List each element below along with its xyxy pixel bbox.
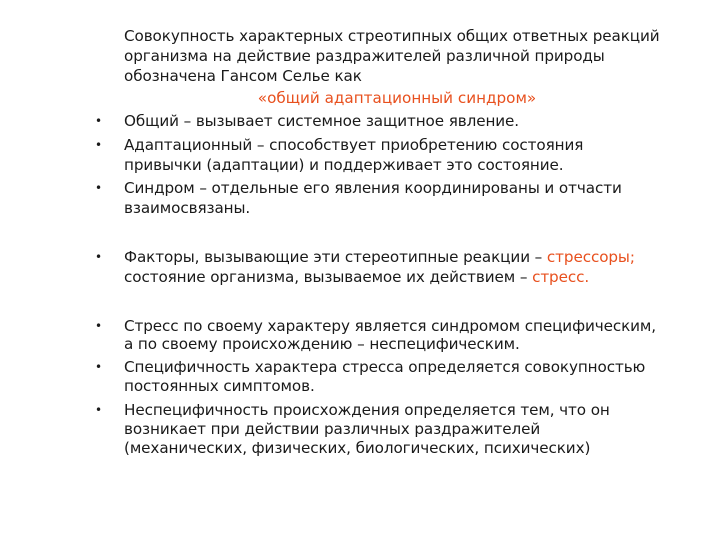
bullet-icon: • bbox=[95, 114, 103, 128]
factors-line-2 bbox=[124, 267, 589, 287]
item-stress-line-2: а по своему происхождению – неспецифическим. bbox=[124, 335, 520, 353]
item-specificity-line-2: постоянных симптомов. bbox=[124, 377, 315, 395]
intro-line-2: организма на действие раздражителей различной природы bbox=[124, 47, 605, 65]
factors-text-2: состояние организма, вызываемое их действием – bbox=[124, 268, 533, 286]
bullet-icon: • bbox=[95, 319, 103, 333]
intro-line-3: обозначена Гансом Селье как bbox=[124, 67, 362, 85]
bullet-icon: • bbox=[95, 250, 103, 264]
item-adaptive-line-2: привычки (адаптации) и поддерживает это состояние. bbox=[124, 156, 564, 174]
syndrome-term: «общий адаптационный синдром» bbox=[257, 89, 537, 107]
item-nonspecificity-line-1: Неспецифичность происхождения определяется тем, что он bbox=[124, 401, 610, 419]
stress-term: стресс. bbox=[532, 268, 590, 286]
item-stress-line-1: Стресс по своему характеру является синдромом специфическим, bbox=[124, 317, 657, 335]
factors-text-1: Факторы, вызывающие эти стереотипные реакции – bbox=[124, 248, 547, 266]
item-adaptive-line-1: Адаптационный – способствует приобретению состояния bbox=[124, 136, 584, 154]
item-nonspecificity-line-2: возникает при действии различных раздражителей bbox=[124, 420, 541, 438]
item-nonspecificity-line-3: (механических, физических, биологических, психических) bbox=[124, 439, 591, 457]
factors-line-1 bbox=[124, 247, 635, 267]
item-specificity-line-1: Специфичность характера стресса определяется совокупностью bbox=[124, 358, 646, 376]
item-syndrome-line-2: взаимосвязаны. bbox=[124, 199, 251, 217]
bullet-icon: • bbox=[95, 403, 103, 417]
item-syndrome-line-1: Синдром – отдельные его явления координированы и отчасти bbox=[124, 179, 622, 197]
bullet-icon: • bbox=[95, 181, 103, 195]
bullet-icon: • bbox=[95, 138, 103, 152]
item-general: Общий – вызывает системное защитное явление. bbox=[124, 112, 520, 130]
intro-line-1: Совокупность характерных стреотипных общих ответных реакций bbox=[124, 27, 660, 45]
stressors-term: стрессоры; bbox=[546, 248, 635, 266]
bullet-icon: • bbox=[95, 360, 103, 374]
